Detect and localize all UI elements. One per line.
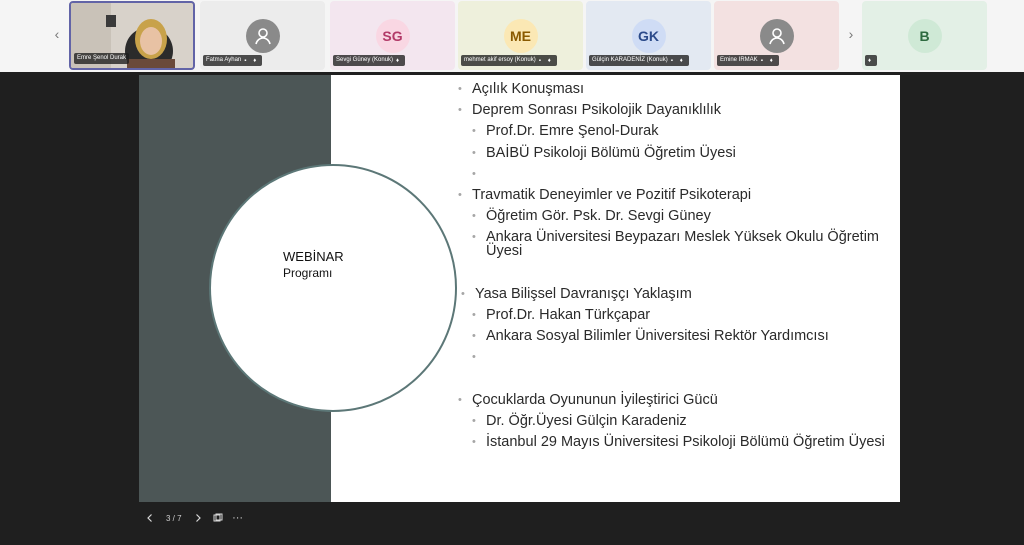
camera-off-icon: ▪ <box>760 57 763 64</box>
participant-name <box>865 55 877 66</box>
list-item: • Öğretim Gör. Psk. Dr. Sevgi Güney <box>486 209 711 223</box>
participant-tile-3[interactable] <box>458 1 583 70</box>
grid-view-button[interactable] <box>208 508 228 528</box>
participant-name: Emine IRMAK ▪ ♦ <box>717 55 779 66</box>
participant-tile-1[interactable] <box>200 1 325 70</box>
circle-title <box>283 248 344 282</box>
list-item: • Prof.Dr. Emre Şenol-Durak <box>486 124 658 138</box>
person-icon <box>760 19 794 53</box>
camera-off-icon: ▪ <box>670 57 673 64</box>
strip-prev-icon[interactable]: ‹ <box>54 26 60 42</box>
participant-name: Emre Şenol Durak <box>74 53 129 64</box>
list-item: • Ankara Üniversitesi Beypazarı Meslek Yüksek Okulu Öğretim Üyesi <box>486 230 886 258</box>
mic-icon: ♦ <box>253 57 257 64</box>
camera-off-icon: ▪ <box>538 57 541 64</box>
next-slide-button[interactable] <box>188 508 208 528</box>
list-item: • Deprem Sonrası Psikolojik Dayanıklılık <box>472 103 721 117</box>
list-item: • Prof.Dr. Hakan Türkçapar <box>486 308 650 322</box>
previous-slide-button[interactable] <box>140 508 160 528</box>
strip-next-icon[interactable]: › <box>848 26 854 42</box>
participant-strip <box>0 0 1024 72</box>
mic-icon: ♦ <box>679 57 683 64</box>
page-indicator: 3 / 7 <box>166 513 182 523</box>
participant-name: Gülçin KARADENİZ (Konuk) ▪ ♦ <box>589 55 689 66</box>
mic-icon: ♦ <box>396 57 400 64</box>
list-item: • BAİBÜ Psikoloji Bölümü Öğretim Üyesi <box>486 146 736 160</box>
participant-tile-4[interactable] <box>586 1 711 70</box>
participant-avatar: SG <box>376 19 410 53</box>
mic-icon: ♦ <box>769 57 773 64</box>
participant-avatar: GK <box>632 19 666 53</box>
list-item: • Açılık Konuşması <box>472 82 584 96</box>
participant-tile-2[interactable] <box>330 1 455 70</box>
camera-off-icon: ▪ <box>244 57 247 64</box>
participant-name: mehmet akif ersoy (Konuk) ▪ ♦ <box>461 55 557 66</box>
participant-name: Fatma Ayhan ▪ ♦ <box>203 55 262 66</box>
circle-title-line2: Programı <box>283 266 333 280</box>
list-item: • Travmatik Deneyimler ve Pozitif Psikoterapi <box>472 188 751 202</box>
mic-icon: ♦ <box>547 57 551 64</box>
more-options-button[interactable]: ··· <box>232 512 244 524</box>
list-item: • Dr. Öğr.Üyesi Gülçin Karadeniz <box>486 414 687 428</box>
participant-tile-5[interactable] <box>714 1 839 70</box>
presentation-controls <box>140 508 248 528</box>
list-item: • Yasa Bilişsel Davranışçı Yaklaşım <box>475 287 692 301</box>
mic-icon: ♦ <box>868 57 872 64</box>
participant-tile-6[interactable] <box>862 1 987 70</box>
person-icon <box>246 19 280 53</box>
participant-avatar: B <box>908 19 942 53</box>
shared-presentation <box>139 75 900 502</box>
participant-name: Sevgi Güney (Konuk) ♦ <box>333 55 405 66</box>
list-item: • İstanbul 29 Mayıs Üniversitesi Psikoloji Bölümü Öğretim Üyesi <box>486 435 886 449</box>
list-item: • Ankara Sosyal Bilimler Üniversitesi Rektör Yardımcısı <box>486 329 829 343</box>
participant-tile-0[interactable] <box>69 1 195 70</box>
chevron-left-icon <box>145 513 155 523</box>
participant-avatar: ME <box>504 19 538 53</box>
slides-icon <box>213 513 223 523</box>
list-item: • Çocuklarda Oyununun İyileştirici Gücü <box>472 393 718 407</box>
slide-circle <box>209 164 457 412</box>
chevron-right-icon <box>193 513 203 523</box>
circle-title-line1: WEBİNAR <box>283 249 344 264</box>
